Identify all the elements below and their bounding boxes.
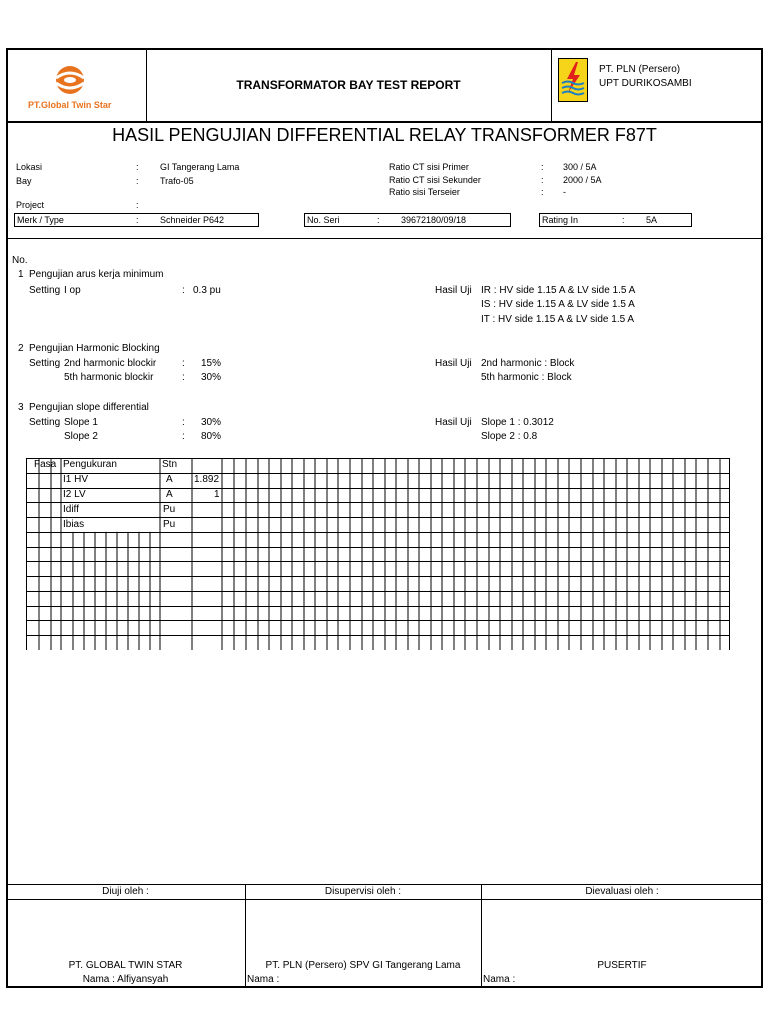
footer-header-line	[6, 899, 763, 900]
test1-result-ir: IR : HV side 1.15 A & LV side 1.5 A	[481, 285, 636, 296]
test2-s1-name: 2nd harmonic blockir	[64, 358, 157, 369]
ratio-sekunder-value: 2000 / 5A	[563, 175, 602, 185]
company-left-name: PT.Global Twin Star	[28, 100, 112, 110]
row-ibias-name: Ibias	[63, 519, 85, 530]
ratio-primer-colon: :	[541, 162, 544, 172]
test2-s2-name: 5th harmonic blockir	[64, 372, 154, 383]
bay-label: Bay	[16, 176, 32, 186]
header-divider-right	[551, 48, 552, 122]
info-bottom-line	[6, 238, 763, 239]
merk-colon: :	[136, 215, 139, 225]
row-ibias-unit: Pu	[163, 519, 176, 530]
test2-s1-value: 15%	[201, 358, 222, 369]
test2-result-5th: 5th harmonic : Block	[481, 372, 572, 383]
bay-colon: :	[136, 176, 139, 186]
test1-result-is: IS : HV side 1.15 A & LV side 1.5 A	[481, 299, 635, 310]
org3-name: PUSERTIF	[597, 960, 647, 971]
lokasi-value: GI Tangerang Lama	[160, 162, 240, 172]
bay-value: Trafo-05	[160, 176, 194, 186]
ratio-sekunder-colon: :	[541, 175, 544, 185]
disupervisi-label: Disupervisi oleh :	[324, 886, 402, 897]
measurement-grid-lines	[26, 458, 730, 650]
row-i1-value: 1.892	[194, 474, 220, 485]
global-twin-star-logo	[20, 58, 136, 118]
test3-num: 3	[18, 402, 24, 413]
noseri-label: No. Seri	[307, 215, 340, 225]
row-idiff-unit: Pu	[163, 504, 176, 515]
test1-setting-label: Setting	[29, 285, 61, 296]
row-i2-name: I2 LV	[63, 489, 86, 500]
footer-top-line	[6, 884, 763, 885]
nama3: Nama :	[483, 974, 516, 985]
ratio-tersier-value: -	[563, 187, 566, 197]
test3-setting-label: Setting	[29, 417, 61, 428]
ratio-tersier-label: Ratio sisi Terseier	[389, 187, 460, 197]
test3-s1-value: 30%	[201, 417, 222, 428]
test3-result-slope1: Slope 1 : 0.3012	[481, 417, 554, 428]
ratio-primer-value: 300 / 5A	[563, 162, 597, 172]
test3-hasil-label: Hasil Uji	[435, 417, 472, 428]
test1-setting-value: 0.3 pu	[193, 285, 221, 296]
header-stn: Stn	[162, 459, 178, 470]
test3-s1-colon: :	[182, 417, 185, 428]
rating-value: 5A	[646, 215, 658, 225]
diuji-label: Diuji oleh :	[102, 886, 149, 897]
test2-setting-label: Setting	[29, 358, 61, 369]
footer-divider-1	[245, 884, 246, 988]
test1-setting-name: I op	[64, 285, 81, 296]
merk-label: Merk / Type	[17, 215, 64, 225]
test3-s2-value: 80%	[201, 431, 222, 442]
test3-title: Pengujian slope differential	[29, 402, 149, 413]
company-right-line2: UPT DURIKOSAMBI	[599, 78, 692, 89]
test1-hasil-label: Hasil Uji	[435, 285, 472, 296]
org1-name: PT. GLOBAL TWIN STAR	[68, 960, 183, 971]
nama1: Nama : Alfiyansyah	[82, 974, 169, 985]
company-right-line1: PT. PLN (Persero)	[599, 64, 681, 75]
merk-type-box	[14, 213, 259, 227]
test3-result-slope2: Slope 2 : 0.8	[481, 431, 538, 442]
no-seri-box	[304, 213, 511, 227]
merk-value: Schneider P642	[160, 215, 225, 225]
row-idiff-name: Idiff	[63, 504, 79, 515]
header-fasa: Fasa	[34, 459, 57, 470]
row-i2-unit: A	[166, 489, 173, 500]
row-i2-value: 1	[214, 489, 220, 500]
test2-result-2nd: 2nd harmonic : Block	[481, 358, 575, 369]
row-i1-unit: A	[166, 474, 173, 485]
test2-s2-value: 30%	[201, 372, 222, 383]
test2-title: Pengujian Harmonic Blocking	[29, 343, 160, 354]
test3-s1-name: Slope 1	[64, 417, 98, 428]
header-pengukuran: Pengukuran	[63, 459, 117, 470]
project-colon: :	[136, 200, 139, 210]
test2-s2-colon: :	[182, 372, 185, 383]
test2-num: 2	[18, 343, 24, 354]
report-title: TRANSFORMATOR BAY TEST REPORT	[236, 78, 461, 92]
header-bottom-line	[6, 121, 763, 123]
no-label: No.	[12, 255, 28, 266]
test3-s2-name: Slope 2	[64, 431, 98, 442]
footer-divider-2	[481, 884, 482, 988]
test3-s2-colon: :	[182, 431, 185, 442]
rating-label: Rating In	[542, 215, 579, 225]
measurement-table	[26, 458, 730, 650]
ratio-sekunder-label: Ratio CT sisi Sekunder	[389, 175, 481, 185]
pln-logo	[558, 58, 588, 102]
lokasi-label: Lokasi	[16, 162, 43, 172]
noseri-colon: :	[377, 215, 380, 225]
ratio-tersier-colon: :	[541, 187, 544, 197]
lokasi-colon: :	[136, 162, 139, 172]
row-i1-name: I1 HV	[63, 474, 89, 485]
test2-s1-colon: :	[182, 358, 185, 369]
main-title: HASIL PENGUJIAN DIFFERENTIAL RELAY TRANSFORMER F87T	[112, 125, 657, 145]
test1-result-it: IT : HV side 1.15 A & LV side 1.5 A	[481, 314, 635, 325]
rating-colon: :	[622, 215, 625, 225]
ratio-primer-label: Ratio CT sisi Primer	[389, 162, 469, 172]
rating-box	[539, 213, 692, 227]
pln-logo-icon	[559, 59, 587, 101]
dievaluasi-label: Dievaluasi oleh :	[585, 886, 659, 897]
project-label: Project	[16, 200, 45, 210]
test1-colon: :	[182, 285, 185, 296]
test1-title: Pengujian arus kerja minimum	[29, 269, 164, 280]
test2-hasil-label: Hasil Uji	[435, 358, 472, 369]
nama2: Nama :	[247, 974, 280, 985]
global-twin-star-logo-icon	[20, 58, 136, 98]
test1-num: 1	[18, 269, 24, 280]
org2-name: PT. PLN (Persero) SPV GI Tangerang Lama	[265, 960, 461, 971]
noseri-value: 39672180/09/18	[401, 215, 467, 225]
